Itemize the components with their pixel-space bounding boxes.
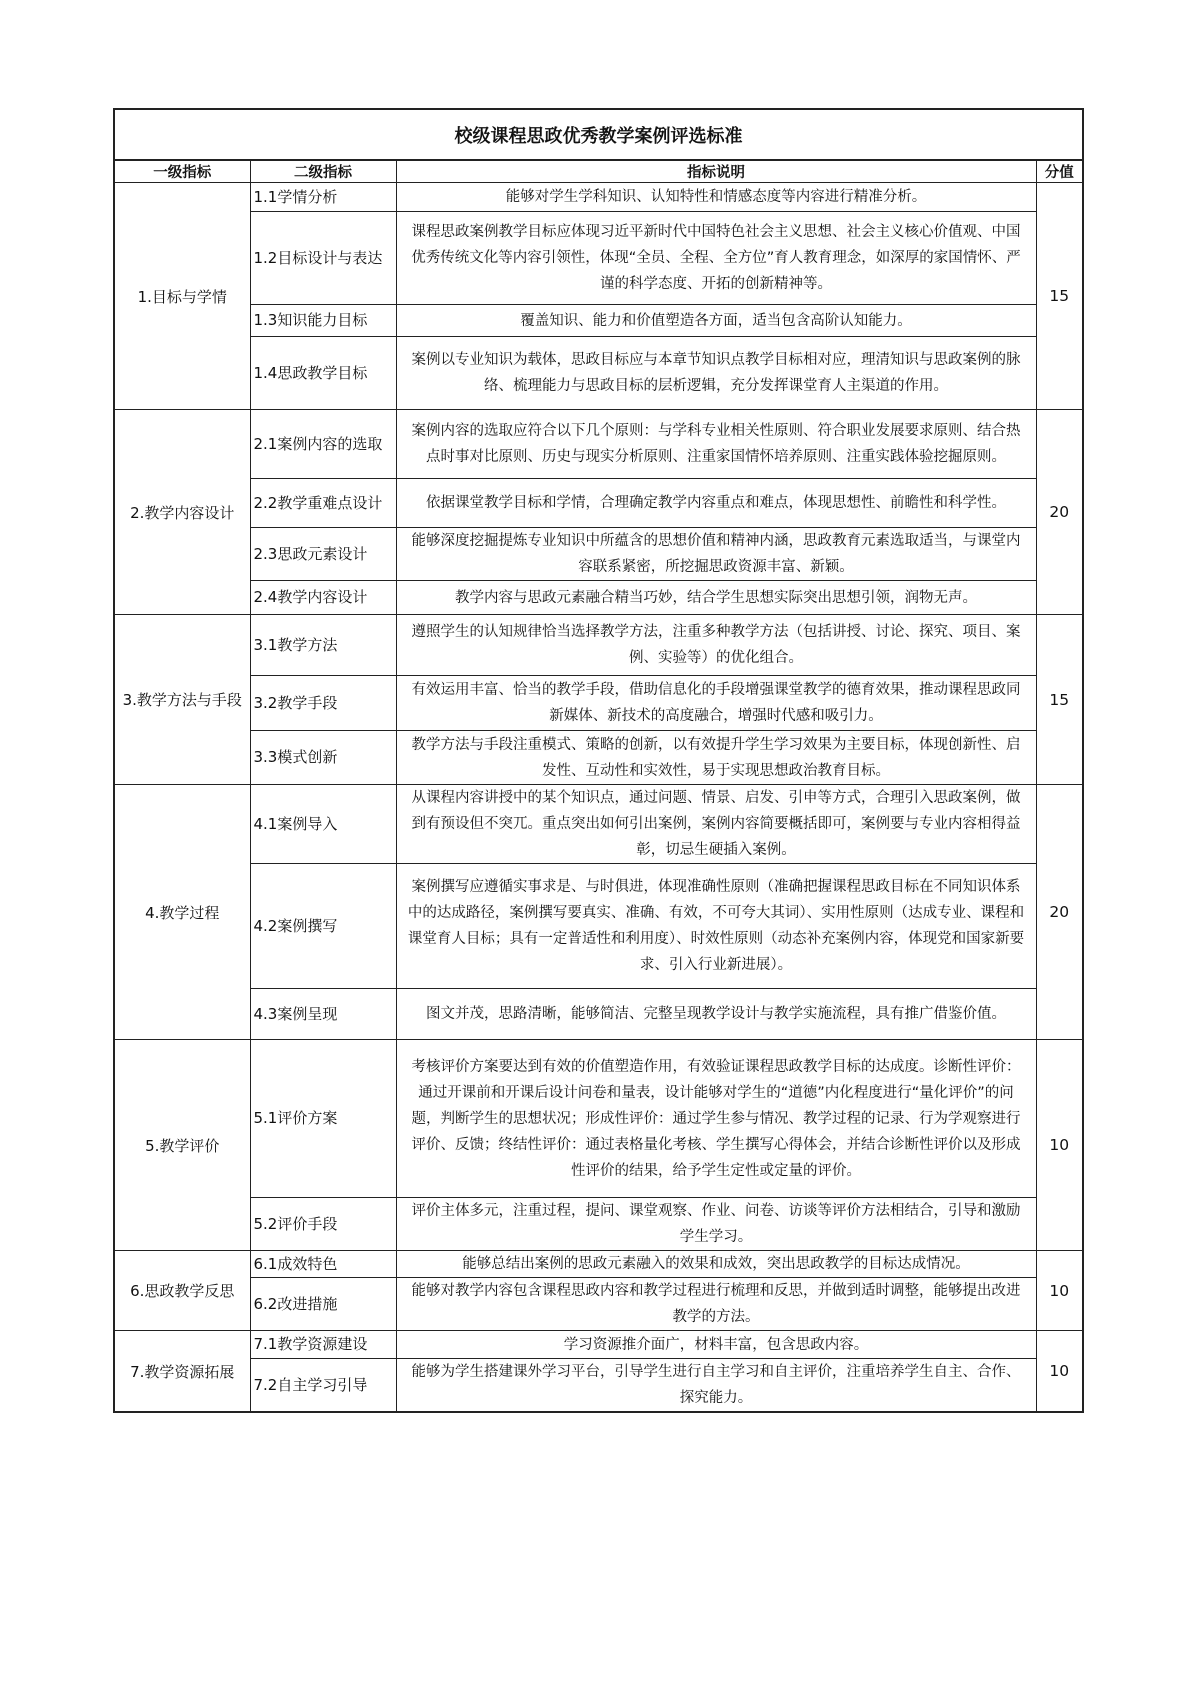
table-row — [114, 615, 1083, 676]
score-cell: 15 — [1036, 615, 1083, 785]
level1-cell: 5.教学评价 — [114, 1040, 250, 1251]
table-row — [114, 676, 1083, 731]
description-cell: 课程思政案例教学目标应体现习近平新时代中国特色社会主义思想、社会主义核心价值观、中国优秀传统文化等内容引领性，体现“全员、全程、全方位”育人教育理念，如深厚的家国情怀、严谨的科学态度、开拓的创新精神等。 — [396, 212, 1036, 305]
level2-cell: 2.2教学重难点设计 — [250, 479, 396, 528]
description-cell: 能够对学生学科知识、认知特性和情感态度等内容进行精准分析。 — [396, 183, 1036, 212]
table-row — [114, 528, 1083, 581]
level1-cell: 6.思政教学反思 — [114, 1251, 250, 1331]
level2-cell: 7.2自主学习引导 — [250, 1359, 396, 1413]
description-cell: 学习资源推介面广，材料丰富，包含思政内容。 — [396, 1331, 1036, 1359]
level2-cell: 1.1学情分析 — [250, 183, 396, 212]
level2-cell: 4.3案例呈现 — [250, 989, 396, 1040]
table-row — [114, 1040, 1083, 1198]
level1-cell: 7.教学资源拓展 — [114, 1331, 250, 1413]
description-cell: 有效运用丰富、恰当的教学手段，借助信息化的手段增强课堂教学的德育效果，推动课程思政同新媒体、新技术的高度融合，增强时代感和吸引力。 — [396, 676, 1036, 731]
score-cell: 10 — [1036, 1331, 1083, 1413]
table-row — [114, 1331, 1083, 1359]
level2-cell: 2.1案例内容的选取 — [250, 410, 396, 479]
table-row — [114, 1359, 1083, 1413]
criteria-document — [113, 108, 1082, 1413]
table-row — [114, 410, 1083, 479]
description-cell: 能够对教学内容包含课程思政内容和教学过程进行梳理和反思，并做到适时调整，能够提出改进教学的方法。 — [396, 1278, 1036, 1331]
description-cell: 能够总结出案例的思政元素融入的效果和成效，突出思政教学的目标达成情况。 — [396, 1251, 1036, 1278]
description-cell: 覆盖知识、能力和价值塑造各方面，适当包含高阶认知能力。 — [396, 305, 1036, 337]
table-row — [114, 785, 1083, 864]
level1-cell: 2.教学内容设计 — [114, 410, 250, 615]
level2-cell: 1.2目标设计与表达 — [250, 212, 396, 305]
level2-cell: 3.2教学手段 — [250, 676, 396, 731]
level2-cell: 2.3思政元素设计 — [250, 528, 396, 581]
level2-cell: 6.1成效特色 — [250, 1251, 396, 1278]
table-row — [114, 581, 1083, 615]
level2-cell: 1.4思政教学目标 — [250, 337, 396, 410]
table-row — [114, 731, 1083, 785]
level2-cell: 1.3知识能力目标 — [250, 305, 396, 337]
description-cell: 教学方法与手段注重模式、策略的创新，以有效提升学生学习效果为主要目标，体现创新性、启发性、互动性和实效性，易于实现思想政治教育目标。 — [396, 731, 1036, 785]
description-cell: 评价主体多元，注重过程，提问、课堂观察、作业、问卷、访谈等评价方法相结合，引导和激励学生学习。 — [396, 1198, 1036, 1251]
table-row — [114, 212, 1083, 305]
level2-cell: 7.1教学资源建设 — [250, 1331, 396, 1359]
level2-cell: 5.1评价方案 — [250, 1040, 396, 1198]
score-cell: 20 — [1036, 785, 1083, 1040]
level2-cell: 6.2改进措施 — [250, 1278, 396, 1331]
level1-cell: 4.教学过程 — [114, 785, 250, 1040]
score-cell: 10 — [1036, 1040, 1083, 1251]
table-row — [114, 989, 1083, 1040]
table-row — [114, 479, 1083, 528]
table-row — [114, 1278, 1083, 1331]
score-cell: 20 — [1036, 410, 1083, 615]
header-level2: 二级指标 — [250, 160, 396, 183]
level2-cell: 4.2案例撰写 — [250, 864, 396, 989]
description-cell: 依据课堂教学目标和学情，合理确定教学内容重点和难点，体现思想性、前瞻性和科学性。 — [396, 479, 1036, 528]
description-cell: 教学内容与思政元素融合精当巧妙，结合学生思想实际突出思想引领，润物无声。 — [396, 581, 1036, 615]
document-title: 校级课程思政优秀教学案例评选标准 — [114, 109, 1083, 160]
score-cell: 15 — [1036, 183, 1083, 410]
level2-cell: 3.1教学方法 — [250, 615, 396, 676]
criteria-table — [113, 108, 1084, 1413]
level2-cell: 3.3模式创新 — [250, 731, 396, 785]
description-cell: 遵照学生的认知规律恰当选择教学方法，注重多种教学方法（包括讲授、讨论、探究、项目、案例、实验等）的优化组合。 — [396, 615, 1036, 676]
description-cell: 案例以专业知识为载体，思政目标应与本章节知识点教学目标相对应，理清知识与思政案例的脉络、梳理能力与思政目标的层析逻辑，充分发挥课堂育人主渠道的作用。 — [396, 337, 1036, 410]
score-cell: 10 — [1036, 1251, 1083, 1331]
header-description: 指标说明 — [396, 160, 1036, 183]
description-cell: 图文并茂，思路清晰，能够简洁、完整呈现教学设计与教学实施流程，具有推广借鉴价值。 — [396, 989, 1036, 1040]
description-cell: 案例内容的选取应符合以下几个原则：与学科专业相关性原则、符合职业发展要求原则、结合热点时事对比原则、历史与现实分析原则、注重家国情怀培养原则、注重实践体验挖掘原则。 — [396, 410, 1036, 479]
level2-cell: 5.2评价手段 — [250, 1198, 396, 1251]
description-cell: 能够深度挖掘提炼专业知识中所蕴含的思想价值和精神内涵，思政教育元素选取适当，与课堂内容联系紧密，所挖掘思政资源丰富、新颖。 — [396, 528, 1036, 581]
title-row — [114, 109, 1083, 160]
table-row — [114, 864, 1083, 989]
level2-cell: 2.4教学内容设计 — [250, 581, 396, 615]
header-level1: 一级指标 — [114, 160, 250, 183]
table-row — [114, 183, 1083, 212]
level2-cell: 4.1案例导入 — [250, 785, 396, 864]
table-row — [114, 1251, 1083, 1278]
description-cell: 考核评价方案要达到有效的价值塑造作用，有效验证课程思政教学目标的达成度。诊断性评价：通过开课前和开课后设计问卷和量表，设计能够对学生的“道德”内化程度进行“量化评价”的问题，判断学生的思想状况；形成性评价：通过学生参与情况、教学过程的记录、行为学观察进行评价、反馈；终结性评价：通过表格量化考核、学生撰写心得体会，并结合诊断性评价以及形成性评价的结果，给予学生定性或定量的评价。 — [396, 1040, 1036, 1198]
description-cell: 从课程内容讲授中的某个知识点，通过问题、情景、启发、引申等方式，合理引入思政案例，做到有预设但不突兀。重点突出如何引出案例，案例内容简要概括即可，案例要与专业内容相得益彰，切忌生硬插入案例。 — [396, 785, 1036, 864]
level1-cell: 1.目标与学情 — [114, 183, 250, 410]
level1-cell: 3.教学方法与手段 — [114, 615, 250, 785]
table-row — [114, 1198, 1083, 1251]
header-row — [114, 160, 1083, 183]
table-row — [114, 305, 1083, 337]
description-cell: 案例撰写应遵循实事求是、与时俱进，体现准确性原则（准确把握课程思政目标在不同知识体系中的达成路径，案例撰写要真实、准确、有效，不可夸大其词）、实用性原则（达成专业、课程和课堂育人目标；具有一定普适性和利用度）、时效性原则（动态补充案例内容，体现党和国家新要求、引入行业新进展）。 — [396, 864, 1036, 989]
table-row — [114, 337, 1083, 410]
description-cell: 能够为学生搭建课外学习平台，引导学生进行自主学习和自主评价，注重培养学生自主、合作、探究能力。 — [396, 1359, 1036, 1413]
header-score: 分值 — [1036, 160, 1083, 183]
